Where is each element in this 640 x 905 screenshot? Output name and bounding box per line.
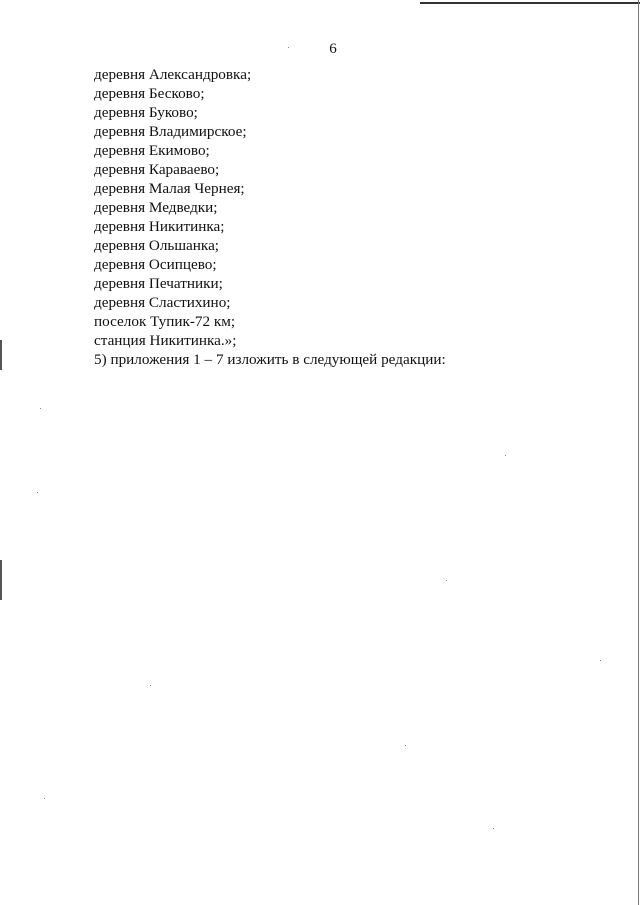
amendment-clause: 5) приложения 1 – 7 изложить в следующей редакции: bbox=[94, 351, 446, 368]
scan-edge-left-mark bbox=[0, 340, 2, 370]
list-item: деревня Малая Чернея; bbox=[94, 180, 245, 197]
scan-speck bbox=[37, 492, 38, 493]
list-item: деревня Александровка; bbox=[94, 66, 252, 83]
scan-edge-right bbox=[638, 0, 639, 905]
scan-speck bbox=[150, 685, 151, 686]
list-item: деревня Бесково; bbox=[94, 85, 205, 102]
list-item: деревня Сластихино; bbox=[94, 294, 231, 311]
list-item: деревня Владимирское; bbox=[94, 123, 247, 140]
list-item: деревня Осипцево; bbox=[94, 256, 217, 273]
list-item: деревня Печатники; bbox=[94, 275, 223, 292]
scan-edge-left-mark bbox=[0, 560, 2, 600]
list-item: деревня Караваево; bbox=[94, 161, 220, 178]
list-item: деревня Никитинка; bbox=[94, 218, 225, 235]
list-item: деревня Ольшанка; bbox=[94, 237, 220, 254]
scan-speck bbox=[600, 660, 601, 661]
scan-speck bbox=[405, 745, 406, 746]
page-number: 6 bbox=[329, 41, 337, 57]
list-item: деревня Медведки; bbox=[94, 199, 218, 216]
scan-speck bbox=[44, 798, 45, 799]
scan-speck bbox=[40, 408, 41, 409]
list-item: деревня Екимово; bbox=[94, 142, 210, 159]
list-item: деревня Буково; bbox=[94, 104, 198, 121]
list-item: поселок Тупик-72 км; bbox=[94, 313, 236, 330]
scan-speck bbox=[446, 580, 447, 581]
locality-list bbox=[94, 65, 614, 369]
scan-edge-top bbox=[420, 2, 640, 4]
scan-speck bbox=[505, 455, 506, 456]
scan-speck bbox=[493, 828, 494, 829]
list-item: станция Никитинка.»; bbox=[94, 332, 237, 349]
